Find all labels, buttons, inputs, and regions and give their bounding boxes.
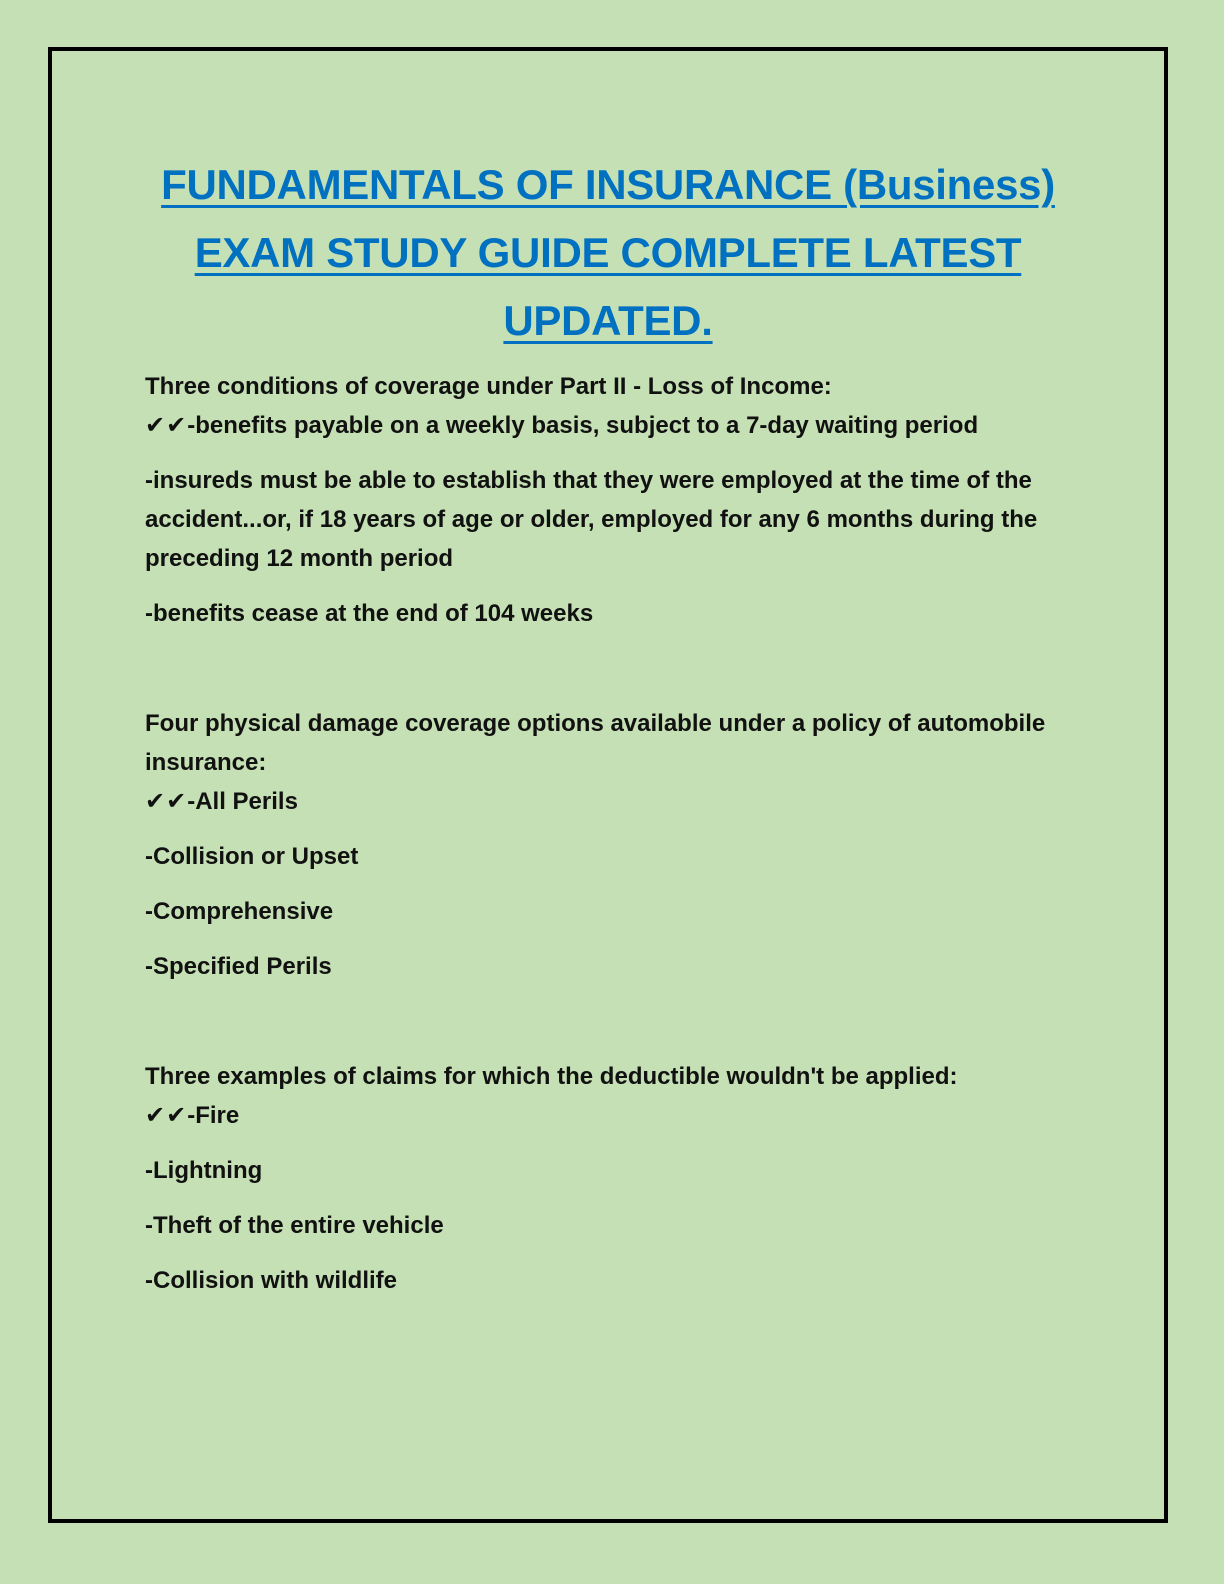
answer-item: -benefits cease at the end of 104 weeks — [145, 600, 594, 627]
title-line-3: UPDATED. — [503, 297, 713, 344]
answer-item: -insureds must be able to establish that they were employed at the time of the accident...or, if 18 years of age or older, employed for any 6 months during the preceding 12 month period — [145, 467, 1038, 572]
answer-item — [145, 782, 1104, 821]
qa-section-loss-of-income — [145, 367, 1104, 633]
checkmark-icon: ✔✔ — [145, 1102, 188, 1129]
answer-item: -Collision with wildlife — [145, 1267, 397, 1294]
answer-text: -Fire — [187, 1102, 240, 1129]
question-text: Four physical damage coverage options available under a policy of automobile insurance: — [145, 710, 1046, 776]
answer-item: -Lightning — [145, 1157, 263, 1184]
checkmark-icon: ✔✔ — [145, 788, 188, 815]
question-text: Three conditions of coverage under Part II - Loss of Income: — [145, 373, 832, 400]
answer-item: -Comprehensive — [145, 898, 334, 925]
document-body — [145, 367, 1104, 1371]
answer-item — [145, 406, 1104, 445]
page-frame — [48, 47, 1168, 1523]
document-title — [52, 151, 1164, 355]
answer-item: -Theft of the entire vehicle — [145, 1212, 444, 1239]
answer-text: -benefits payable on a weekly basis, subject to a 7-day waiting period — [187, 412, 979, 439]
title-line-2: EXAM STUDY GUIDE COMPLETE LATEST — [194, 229, 1022, 276]
title-line-1: FUNDAMENTALS OF INSURANCE (Business) — [161, 161, 1055, 208]
answer-text: -All Perils — [187, 788, 298, 815]
answer-item: -Specified Perils — [145, 953, 332, 980]
qa-section-physical-damage — [145, 704, 1104, 986]
question-text: Three examples of claims for which the deductible wouldn't be applied: — [145, 1063, 958, 1090]
answer-item: -Collision or Upset — [145, 843, 359, 870]
checkmark-icon: ✔✔ — [145, 412, 188, 439]
qa-section-deductible-exceptions — [145, 1057, 1104, 1300]
answer-item — [145, 1096, 1104, 1135]
